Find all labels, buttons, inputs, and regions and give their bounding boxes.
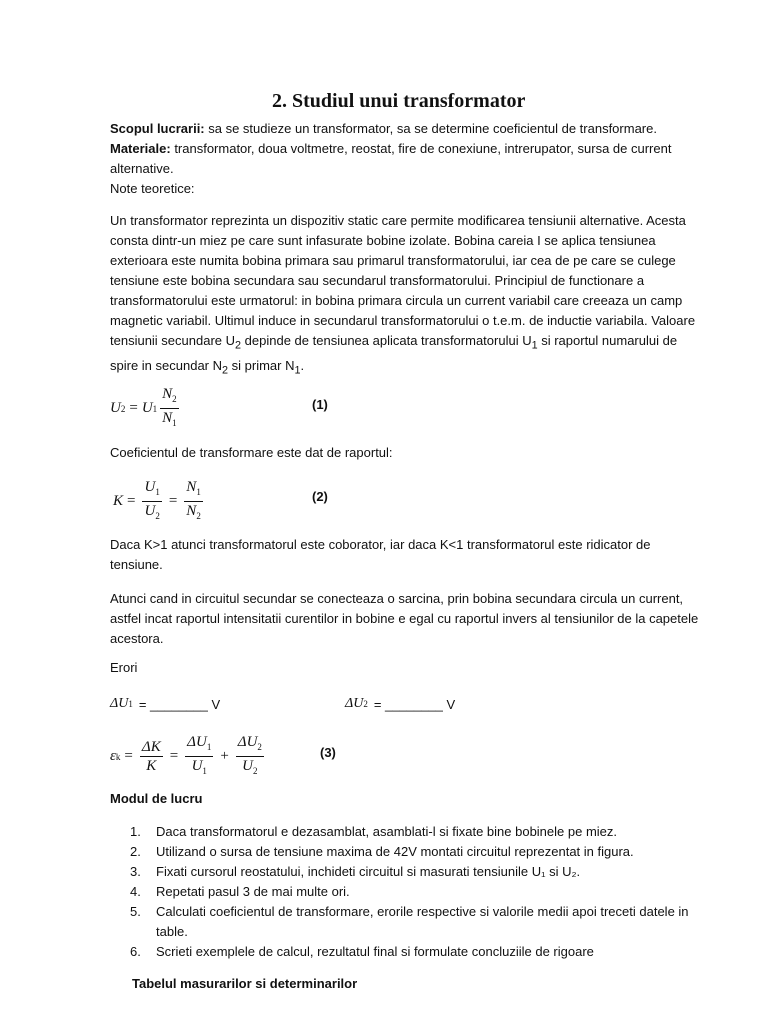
equation-1: U 2 = U 1 $\frac{N_2}{N_1}$ bbox=[110, 385, 182, 432]
materials-text: transformator, doua voltmetre, reostat, fire de conexiune, intrerupator, sursa de current alternative. bbox=[110, 141, 672, 176]
eq3-n2: ΔU bbox=[187, 734, 207, 750]
error-u1-sub: 1 bbox=[128, 699, 133, 709]
eq1-den-sub: 1 bbox=[172, 418, 177, 428]
materials-label: Materiale: bbox=[110, 141, 171, 156]
load-paragraph: Atunci cand in circuitul secundar se conecteaza o sarcina, prin bobina secundara circula un current, astfel incat raportul intensitatii curentilor in bobine e egal cu raportul invers al tensiunilor de la capetele acestora. bbox=[110, 591, 699, 646]
intro-block bbox=[110, 119, 700, 199]
eq3-fraction-k bbox=[140, 738, 163, 775]
eq1-num: N bbox=[162, 386, 173, 402]
eq3-d3: U bbox=[242, 758, 254, 774]
eq1-mult-sub: 1 bbox=[152, 403, 158, 414]
theory-heading: Note teoretice: bbox=[110, 181, 195, 196]
eq2-n1: U bbox=[144, 479, 156, 495]
equation-1-number: (1) bbox=[312, 397, 328, 412]
theory-paragraph bbox=[110, 211, 700, 380]
eq1-num-sub: 2 bbox=[172, 394, 177, 404]
error-u2-symbol: ΔU bbox=[345, 696, 364, 711]
table-heading: Tabelul masurarilor si determinarilor bbox=[132, 976, 358, 991]
list-item bbox=[110, 942, 710, 962]
coef-text: Coeficientul de transformare este dat de raportul: bbox=[110, 445, 393, 460]
eq2-d2: N bbox=[186, 503, 197, 519]
error-u2-blank: = ________ V bbox=[373, 696, 456, 712]
error-u1-symbol: ΔU bbox=[110, 696, 129, 711]
k-condition: Daca K>1 atunci transformatorul este coborator, iar daca K<1 transformatorul este ridicator de tensiune. bbox=[110, 537, 651, 572]
equation-3-number: (3) bbox=[320, 745, 336, 760]
errors-heading: Erori bbox=[110, 660, 138, 675]
theory-text-1: Un transformator reprezinta un dispozitiv static care permite modificarea tensiunii alternative. Acesta consta dintr-un miez pe care sunt infasurate bobine izolate. Bobina careia I se aplica tensiunea exterioara este numita bobina primara sau primarul transformatorului, iar cea de pe care se culege tensiune este bobina secundara sau secundarul transformatorului. Principiul de functionare a transformatorului este urmatorul: in bobina primara circula un current variabil care creeaza un camp magnetic variabil. Ultimul induce in secundarul transformatorului o t.e.m. de inductie variabila. Valoare tensiunii secundare U bbox=[110, 213, 696, 348]
eq3-n2-sub: 1 bbox=[206, 742, 212, 752]
step-number: 1. bbox=[130, 824, 141, 839]
eq2-n1-sub: 1 bbox=[155, 487, 160, 497]
eq2-n2: N bbox=[186, 479, 197, 495]
list-item bbox=[110, 822, 710, 842]
error-u2-sub: 2 bbox=[363, 699, 368, 709]
list-item bbox=[110, 842, 710, 862]
theory-text-4: si primar N bbox=[228, 357, 295, 373]
step-text: Daca transformatorul e dezasamblat, asamblati-l si fixate bine bobinele pe miez. bbox=[156, 824, 618, 839]
step-number: 5. bbox=[130, 904, 141, 919]
step-text: Repetati pasul 3 de mai multe ori. bbox=[156, 884, 350, 899]
step-number: 3. bbox=[130, 864, 141, 879]
step-number: 6. bbox=[130, 944, 141, 959]
eq3-eps: ε bbox=[110, 748, 116, 764]
theory-sub: 2 bbox=[222, 364, 229, 377]
error-u1-blank: = ________ V bbox=[138, 696, 221, 712]
step-text: Scrieti exemplele de calcul, rezultatul final si formulate concluziile de rigoare bbox=[156, 944, 594, 959]
step-text: Calculati coeficientul de transformare, erorile respective si valorile medii apoi treceti datele in table. bbox=[156, 904, 689, 939]
page-title: 2. Studiul unui transformator bbox=[272, 90, 526, 112]
error-u1 bbox=[110, 696, 220, 712]
theory-sub: 2 bbox=[235, 339, 242, 352]
theory-text-5: . bbox=[300, 357, 305, 373]
eq3-d2-sub: 1 bbox=[202, 766, 207, 776]
equation-3: ε k = $\frac{\Delta K}{K}$ = $\frac{\Delta U_1}{U_1}$ + $\frac{\Delta U_2}{U_2}$ bbox=[110, 733, 267, 780]
step-number: 2. bbox=[130, 844, 141, 859]
eq1-lhs-sub: 2 bbox=[120, 403, 126, 414]
error-u2 bbox=[345, 696, 455, 712]
eq3-n3-sub: 2 bbox=[257, 742, 262, 752]
eq2-d2-sub: 2 bbox=[196, 511, 201, 521]
scope-line bbox=[110, 119, 700, 139]
equation-2: K = $\frac{U_1}{U_2}$ = $\frac{N_1}{N_2}$ bbox=[113, 478, 206, 525]
eq3-n3: ΔU bbox=[237, 734, 258, 750]
eq3-d3-sub: 2 bbox=[253, 766, 258, 776]
list-item bbox=[110, 902, 710, 942]
eq2-lhs: K bbox=[113, 493, 124, 509]
method-heading: Modul de lucru bbox=[110, 791, 203, 806]
step-number: 4. bbox=[130, 884, 141, 899]
eq1-den: N bbox=[162, 410, 173, 426]
materials-line bbox=[110, 139, 700, 179]
eq2-fraction-u bbox=[142, 478, 161, 525]
theory-sub: 1 bbox=[531, 339, 538, 352]
list-item bbox=[110, 882, 710, 902]
theory-text-3: si raportul numarului de spire in secundar N bbox=[110, 333, 678, 373]
eq3-fraction-u2 bbox=[236, 733, 264, 780]
step-text: Fixati cursorul reostatului, inchideti circuitul si masurati tensiunile U₁ si U₂. bbox=[156, 864, 581, 879]
equation-2-number: (2) bbox=[312, 489, 328, 504]
eq3-d2: U bbox=[191, 758, 203, 774]
eq3-d1: K bbox=[146, 758, 157, 774]
step-text: Utilizand o sursa de tensiune maxima de 42V montati circuitul reprezentat in figura. bbox=[156, 844, 634, 859]
eq3-eps-sub: k bbox=[115, 751, 121, 762]
eq2-d1-sub: 2 bbox=[155, 511, 160, 521]
scope-label: Scopul lucrarii: bbox=[110, 121, 205, 136]
theory-sub: 1 bbox=[294, 364, 301, 377]
theory-text-2: depinde de tensiunea aplicata transformatorului U bbox=[241, 333, 532, 348]
method-steps bbox=[110, 822, 710, 962]
scope-text: sa se studieze un transformator, sa se determine coeficientul de transformare. bbox=[204, 121, 657, 136]
eq2-d1: U bbox=[144, 503, 156, 519]
eq1-fraction bbox=[160, 385, 179, 432]
eq2-fraction-n bbox=[184, 478, 203, 525]
eq1-mult: U bbox=[141, 400, 153, 416]
eq3-fraction-u1 bbox=[185, 733, 213, 780]
eq1-lhs: U bbox=[110, 400, 121, 416]
list-item bbox=[110, 862, 710, 882]
eq2-n2-sub: 1 bbox=[196, 487, 201, 497]
eq3-n1: ΔK bbox=[141, 739, 161, 755]
